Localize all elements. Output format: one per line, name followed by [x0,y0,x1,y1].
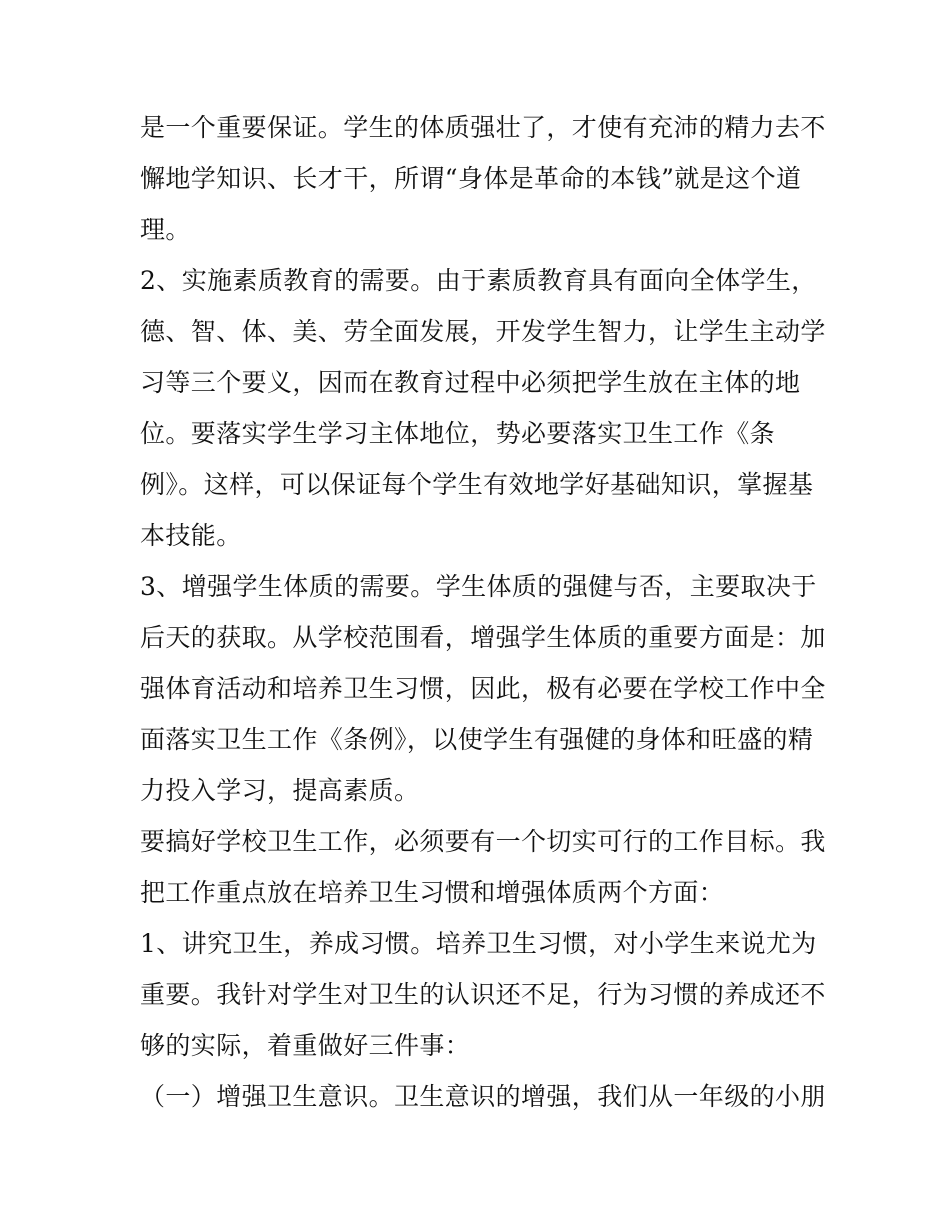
text-line: 3、增强学生体质的需要。学生体质的强健与否，主要取决于 [140,572,817,601]
text-line: 是一个重要保证。学生的体质强壮了，才使有充沛的精力去不 [140,113,826,142]
text-line: 位。要落实学生学习主体地位，势必要落实卫生工作《条 [140,419,776,448]
text-line: 德、智、体、美、劳全面发展，开发学生智力，让学生主动学 [140,317,826,346]
text-line: 习等三个要义，因而在教育过程中必须把学生放在主体的地 [140,368,801,397]
text-line: 2、实施素质教育的需要。由于素质教育具有面向全体学生， [140,266,817,295]
text-line: 后天的获取。从学校范围看，增强学生体质的重要方面是：加 [140,623,826,652]
text-line: 把工作重点放在培养卫生习惯和增强体质两个方面： [140,878,725,907]
text-line: 本技能。 [140,521,242,550]
text-line: 重要。我针对学生对卫生的认识还不足，行为习惯的养成还不 [140,980,826,1009]
text-line: 强体育活动和培养卫生习惯，因此，极有必要在学校工作中全 [140,674,826,703]
text-line: 要搞好学校卫生工作，必须要有一个切实可行的工作目标。我 [140,827,826,856]
text-line: 够的实际，着重做好三件事： [140,1031,471,1060]
text-line: 理。 [140,215,191,244]
text-line: 力投入学习，提高素质。 [140,776,420,805]
text-line: 懈地学知识、长才干，所谓“身体是革命的本钱”就是这个道 [140,164,802,193]
text-line: 1、讲究卫生，养成习惯。培养卫生习惯，对小学生来说尤为 [140,929,817,958]
text-line: （一）增强卫生意识。卫生意识的增强，我们从一年级的小朋 [140,1082,826,1111]
text-line: 例》。这样，可以保证每个学生有效地学好基础知识，掌握基 [140,470,814,499]
text-line: 面落实卫生工作《条例》，以使学生有强健的身体和旺盛的精 [140,725,814,754]
